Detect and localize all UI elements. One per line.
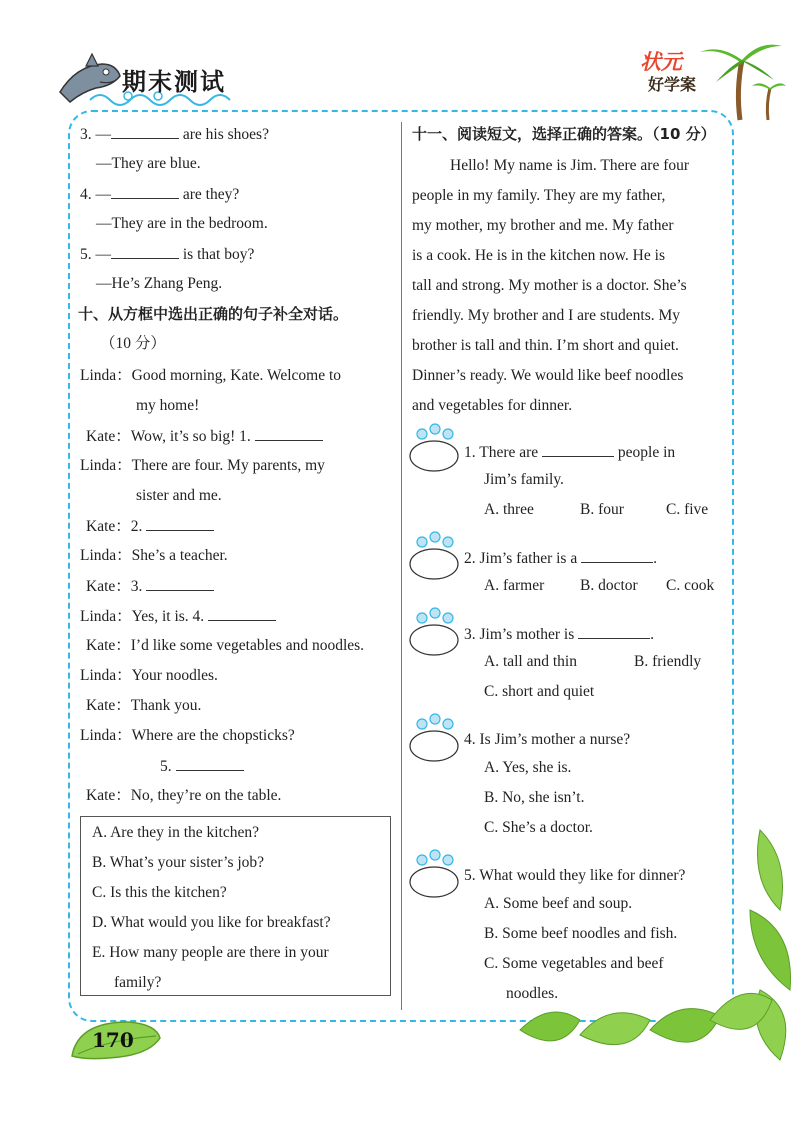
passage-line-6: friendly. My brother and I are students. My [412, 307, 681, 324]
passage-line-3: my mother, my brother and me. My father [412, 217, 674, 234]
column-divider [401, 122, 402, 1010]
answer-blank[interactable] [111, 124, 179, 139]
passage-line-9: and vegetables for dinner. [412, 397, 573, 414]
dialogue-line-12: Kate：No, they’re on the table. [86, 787, 282, 804]
passage-line-4: is a cook. He is in the kitchen now. He is [412, 247, 665, 264]
rq3-option-b: B. friendly [634, 653, 702, 670]
question-3-answer: —They are blue. [96, 155, 201, 172]
dialogue-line-6: Kate：3. [86, 576, 214, 597]
rq4-option-a: A. Yes, she is. [484, 759, 572, 776]
question-5-answer: —He’s Zhang Peng. [96, 275, 223, 292]
options-box [80, 816, 391, 996]
passage-line-8: Dinner’s ready. We would like beef noodles [412, 367, 684, 384]
dialogue-line-9: Linda：Your noodles. [80, 667, 218, 684]
rq2-option-c: C. cook [666, 577, 715, 594]
passage-line-1: Hello! My name is Jim. There are four [450, 157, 690, 174]
rq2-stem: 2. Jim’s father is a . [464, 550, 657, 567]
question-5-prompt: 5. — is that boy? [80, 246, 255, 263]
section-10-score: （10 分） [100, 335, 166, 352]
page-title: 期末测试 [122, 68, 226, 96]
rq5-option-c-cont: noodles. [506, 985, 559, 1002]
rq1-option-b: B. four [580, 501, 624, 518]
dialogue-line-1-cont: my home! [136, 397, 200, 414]
answer-blank[interactable] [146, 516, 214, 531]
paw-answer-bubble-5[interactable] [408, 848, 462, 898]
rq1-option-a: A. three [484, 501, 534, 518]
rq5-option-b: B. Some beef noodles and fish. [484, 925, 678, 942]
paw-answer-bubble-1[interactable] [408, 422, 462, 472]
answer-blank[interactable] [111, 184, 179, 199]
option-a: A. Are they in the kitchen? [92, 824, 260, 841]
paw-answer-bubble-2[interactable] [408, 530, 462, 580]
option-b: B. What’s your sister’s job? [92, 854, 265, 871]
answer-blank[interactable] [208, 606, 276, 621]
dialogue-line-7: Linda：Yes, it is. 4. [80, 606, 276, 627]
rq4-option-b: B. No, she isn’t. [484, 789, 585, 806]
section-11-title: 十一、阅读短文，选择正确的答案。（10 分） [412, 125, 716, 143]
rq1-stem: 1. There are people in [464, 444, 676, 461]
answer-blank[interactable] [578, 624, 650, 639]
rq5-option-c: C. Some vegetables and beef [484, 955, 664, 972]
rq5-option-a: A. Some beef and soup. [484, 895, 633, 912]
brand-logo-top: 状元 [640, 50, 682, 74]
rq5-stem: 5. What would they like for dinner? [464, 867, 686, 884]
section-10-title: 十、从方框中选出正确的句子补全对话。 [78, 305, 349, 323]
passage-line-5: tall and strong. My mother is a doctor. She’s [412, 277, 687, 294]
answer-blank[interactable] [176, 756, 244, 771]
dialogue-line-3: Linda：There are four. My parents, my [80, 457, 325, 474]
dialogue-line-8: Kate：I’d like some vegetables and noodles. [86, 637, 365, 654]
rq4-option-c: C. She’s a doctor. [484, 819, 593, 836]
palm-tree-icon [690, 30, 786, 122]
answer-blank[interactable] [255, 426, 323, 441]
answer-blank[interactable] [542, 442, 614, 457]
rq3-stem: 3. Jim’s mother is . [464, 626, 654, 643]
leaves-decoration-icon [510, 820, 800, 1070]
dialogue-line-2: Kate：Wow, it’s so big! 1. [86, 426, 323, 447]
rq4-stem: 4. Is Jim’s mother a nurse? [464, 731, 631, 748]
dialogue-line-11-cont: 5. [160, 756, 244, 777]
rq1-stem-cont: Jim’s family. [484, 471, 564, 488]
brand-logo-bottom: 好学案 [648, 75, 697, 94]
question-3-prompt: 3. — are his shoes? [80, 126, 269, 143]
answer-blank[interactable] [581, 548, 653, 563]
dialogue-line-5: Linda：She’s a teacher. [80, 547, 228, 564]
option-d: D. What would you like for breakfast? [92, 914, 331, 931]
dialogue-line-11: Linda：Where are the chopsticks? [80, 727, 295, 744]
rq3-option-a: A. tall and thin [484, 653, 577, 670]
option-e: E. How many people are there in your [92, 944, 329, 961]
rq2-option-b: B. doctor [580, 577, 638, 594]
page-number: 170 [92, 1028, 134, 1052]
answer-blank[interactable] [146, 576, 214, 591]
option-c: C. Is this the kitchen? [92, 884, 227, 901]
question-4-answer: —They are in the bedroom. [96, 215, 268, 232]
dialogue-line-1: Linda：Good morning, Kate. Welcome to [80, 367, 342, 384]
question-4-prompt: 4. — are they? [80, 186, 240, 203]
paw-answer-bubble-4[interactable] [408, 712, 462, 762]
answer-blank[interactable] [111, 244, 179, 259]
rq3-option-c: C. short and quiet [484, 683, 595, 700]
paw-answer-bubble-3[interactable] [408, 606, 462, 656]
dialogue-line-4: Kate：2. [86, 516, 214, 537]
dialogue-line-10: Kate：Thank you. [86, 697, 202, 714]
rq2-option-a: A. farmer [484, 577, 545, 594]
passage-line-2: people in my family. They are my father, [412, 187, 666, 204]
option-e-cont: family? [114, 974, 162, 991]
passage-line-7: brother is tall and thin. I’m short and quiet. [412, 337, 679, 354]
rq1-option-c: C. five [666, 501, 709, 518]
dialogue-line-3-cont: sister and me. [136, 487, 222, 504]
